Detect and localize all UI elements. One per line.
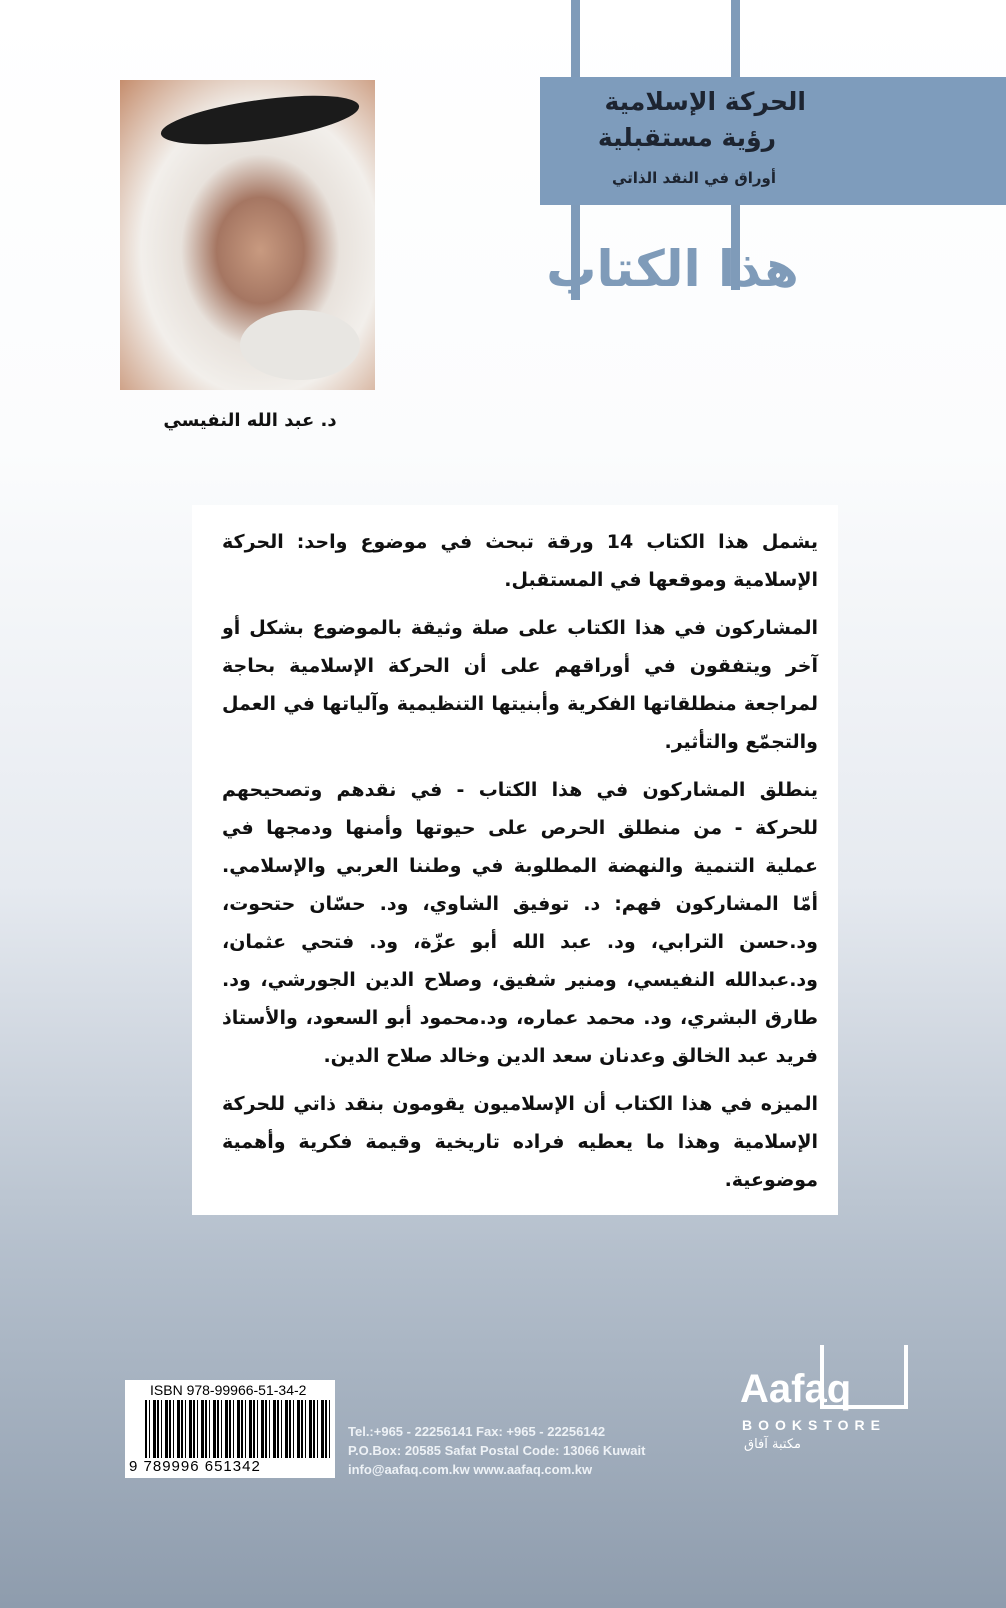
tel-fax: Tel.:+965 - 22256141 Fax: +965 - 22256142 [348,1424,606,1439]
web-email: info@aafaq.com.kw www.aafaq.com.kw [348,1462,593,1477]
barcode-number: 9 789996 651342 [129,1458,261,1475]
logo-sub: BOOKSTORE [742,1417,886,1433]
blurb-paragraph: المشاركون في هذا الكتاب على صلة وثيقة بالموضوع بشكل أو آخر ويتفقون في أوراقهم على أن الحركة الإسلامية بحاجة لمراجعة منطلقاتها الفكرية وأبنيتها التنظيمية وآلياتها في العمل والتجمّع والتأثير. [222,617,818,753]
blurb-paragraph: يشمل هذا الكتاب 14 ورقة تبحث في موضوع واحد: الحركة الإسلامية وموقعها في المستقبل. [222,531,818,591]
author-name: د. عبد الله النفيسي [163,410,337,431]
book-title: الحركة الإسلامية [604,87,806,116]
blurb-box [192,505,838,1215]
barcode [125,1380,335,1478]
blurb-paragraph: ينطلق المشاركون في هذا الكتاب - في نقدهم وتصحيحهم للحركة - من منطلق الحرص على حيوتها وأمنها ودمجها في عملية التنمية والنهضة المطلوبة في وطننا العربي والإسلامي. أمّا المشاركون فهم: د. توفيق الشاوي، ود. حسّان حتحوت، ود.حسن الترابي، ود. عبد الله أبو عزّة، ود. فتحي عثمان، ود.عبدالله النفيسي، ومنير شفيق، وصلاح الدين الجورشي، ود. طارق البشري، ود. محمد عماره، ود.محمود أبو السعود، والأستاذ فريد عبد الخالق وعدنان سعد الدين وخالد صلاح الدين. [222,779,818,1067]
logo-name: Aafaq [740,1367,852,1411]
publisher-contact [348,1422,645,1479]
address: P.O.Box: 20585 Safat Postal Code: 13066 Kuwait [348,1443,646,1458]
section-heading: هذا الكتاب [546,240,799,298]
book-subtitle: أوراق في النقد الذاتي [611,169,776,187]
logo-arabic: مكتبة آفاق [744,1437,801,1452]
barcode-bars [145,1400,330,1458]
publisher-logo [740,1345,905,1455]
isbn-text: ISBN 978-99966-51-34-2 [150,1382,307,1398]
author-photo [120,80,375,390]
book-title-line2: رؤية مستقبلية [597,123,776,152]
title-box [540,77,1006,205]
blurb-paragraph: الميزه في هذا الكتاب أن الإسلاميون يقومون بنقد ذاتي للحركة الإسلامية وهذا ما يعطيه فراده تاريخية وقيمة فكرية وأهمية موضوعية. [222,1093,818,1191]
